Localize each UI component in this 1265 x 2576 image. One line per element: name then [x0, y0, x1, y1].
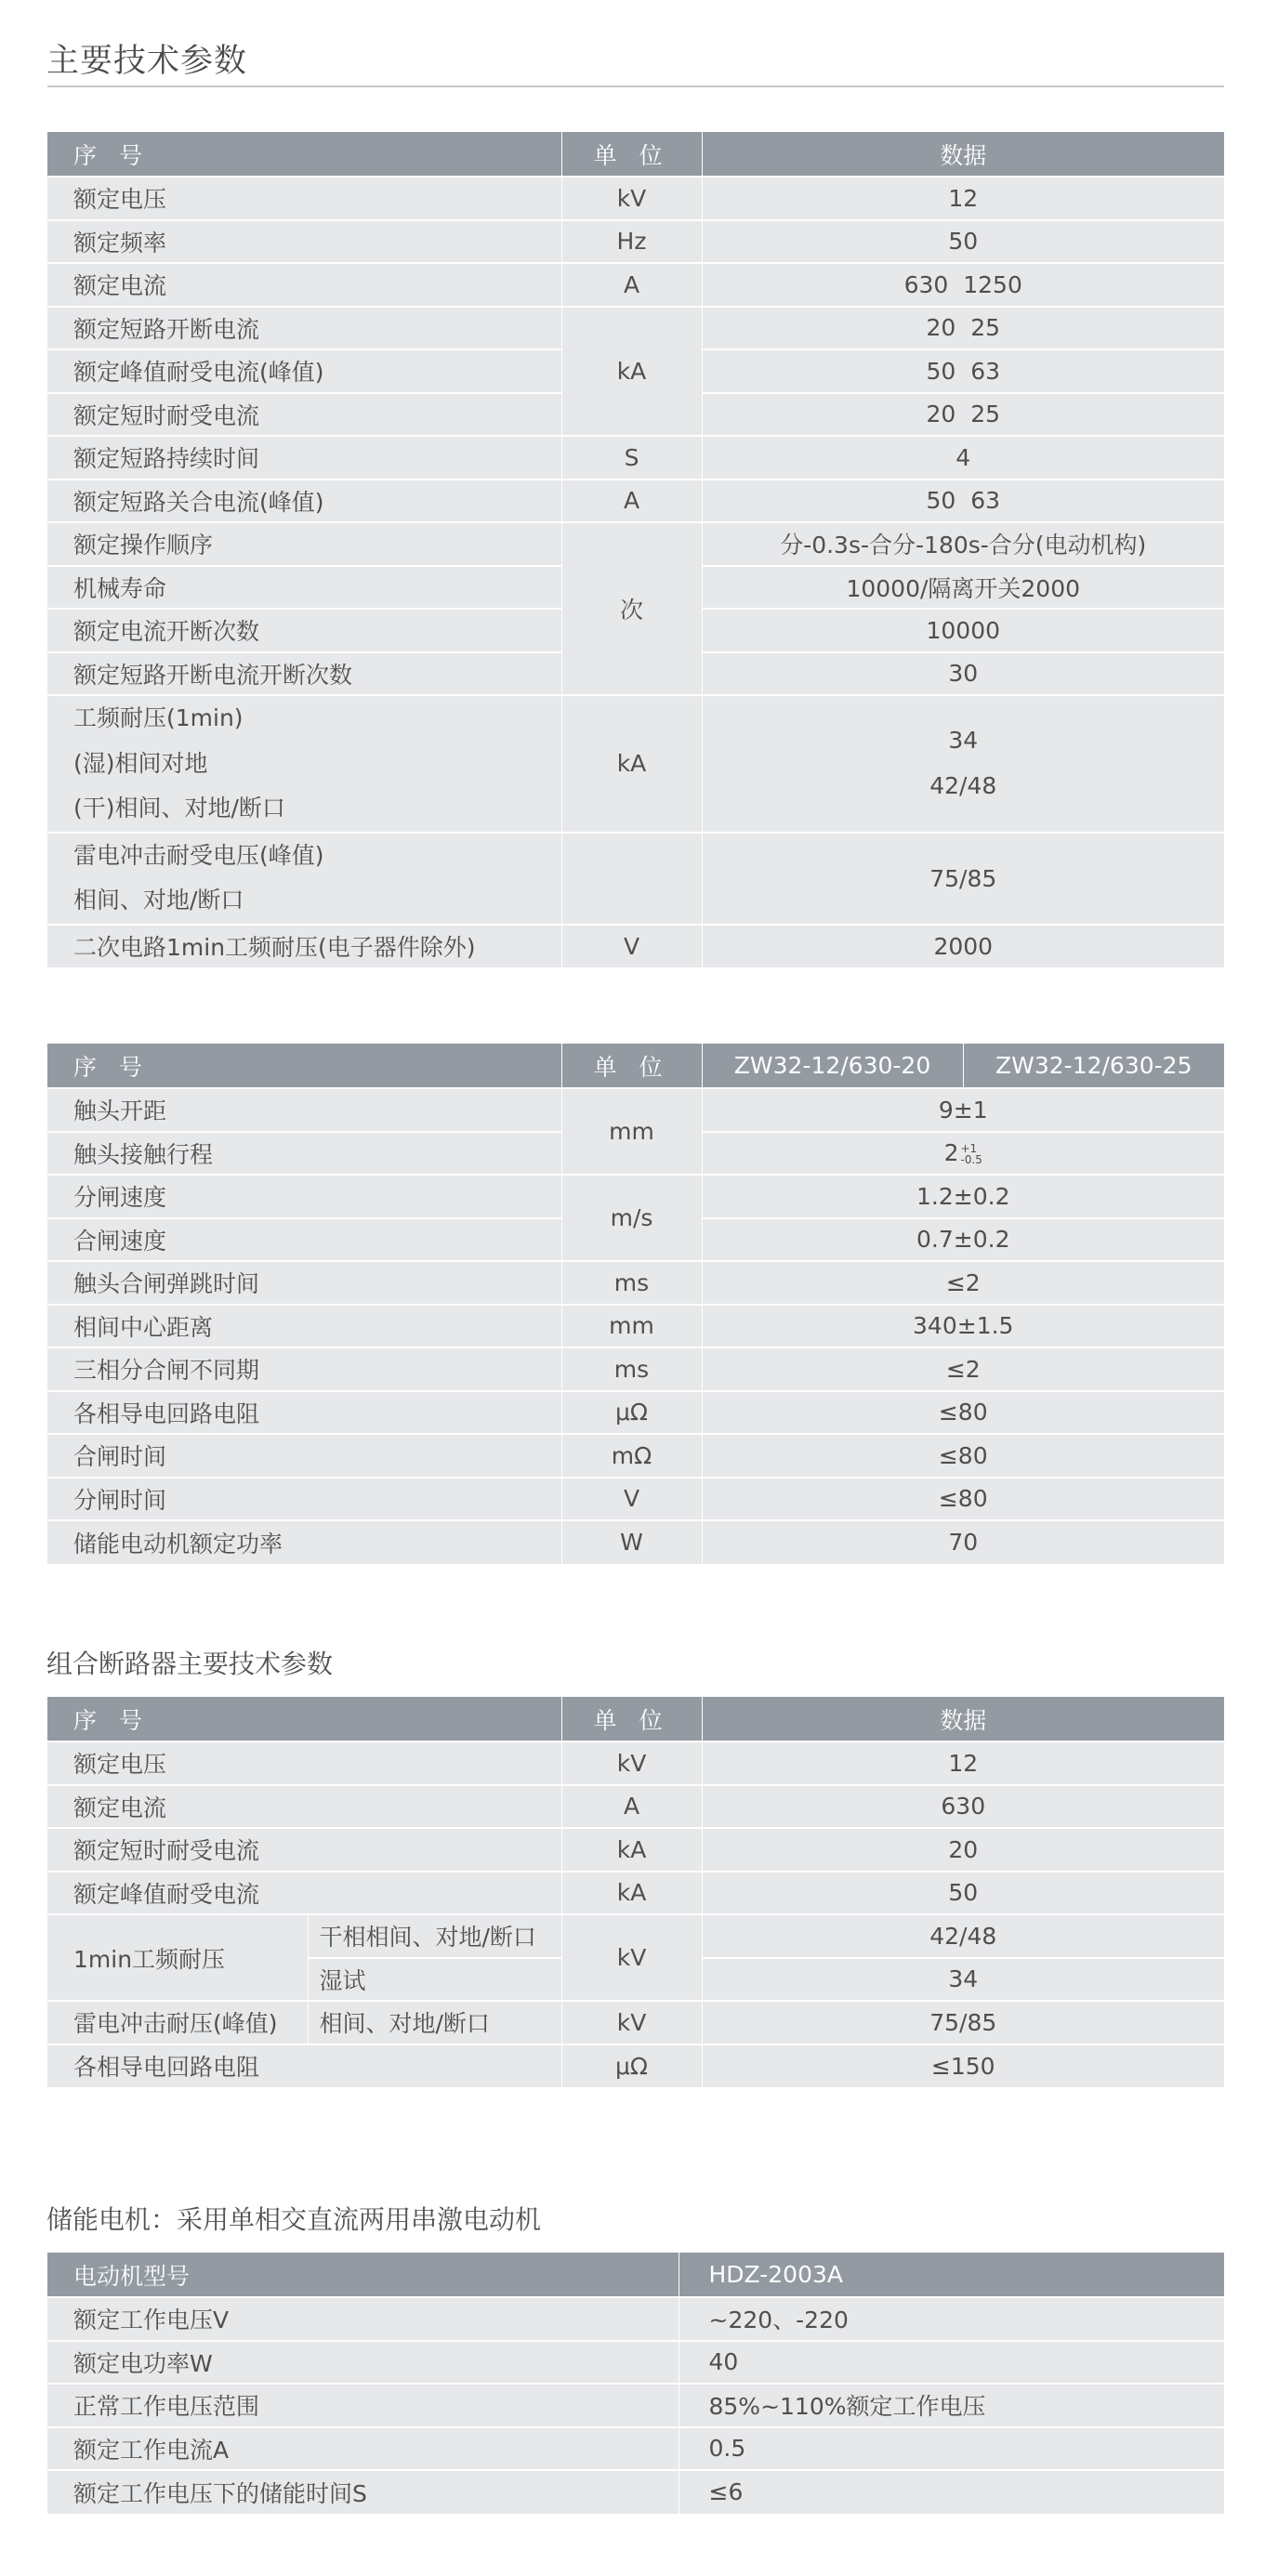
row-value: 20	[702, 1828, 1224, 1872]
row-value: 630 1250	[702, 263, 1224, 307]
row-unit	[561, 833, 702, 925]
row-unit: W	[561, 1520, 702, 1564]
table-header-row	[47, 132, 1224, 177]
table-row	[47, 2297, 1224, 2341]
row-unit: kA	[561, 695, 702, 833]
row-value: 12	[702, 1741, 1224, 1785]
row-unit: kA	[561, 1872, 702, 1915]
row-name: 额定峰值耐受电流(峰值)	[47, 349, 561, 393]
table-row	[47, 1175, 1224, 1218]
row-name: 额定电压	[47, 177, 561, 220]
table-row	[47, 925, 1224, 968]
row-unit: μΩ	[561, 2044, 702, 2088]
header-item: 序 号	[47, 1697, 561, 1741]
row-name: 二次电路1min工频耐压(电子器件除外)	[47, 925, 561, 968]
row-name: 储能电动机额定功率	[47, 1520, 561, 1564]
row-unit: mΩ	[561, 1434, 702, 1478]
row-value: 30	[702, 652, 1224, 696]
header-item: 序 号	[47, 132, 561, 177]
table-header-row	[47, 1697, 1224, 1741]
table-row	[47, 480, 1224, 523]
row-value: 0.7±0.2	[702, 1218, 1224, 1262]
table-row	[47, 307, 1224, 350]
row-name: 相间中心距离	[47, 1305, 561, 1348]
table-row	[47, 1741, 1224, 1785]
row-name: 各相导电回路电阻	[47, 2044, 561, 2088]
row-subitem: 干相相间、对地/断口	[308, 1914, 561, 1958]
row-value: 分-0.3s-合分-180s-合分(电动机构)	[702, 522, 1224, 566]
row-value: 50 63	[702, 349, 1224, 393]
row-value: ≤2	[702, 1347, 1224, 1391]
row-value: 630	[702, 1785, 1224, 1829]
table-row	[47, 177, 1224, 220]
table-row	[47, 1520, 1224, 1564]
table-row	[47, 2384, 1224, 2427]
table-row	[47, 1478, 1224, 1521]
row-value: 40	[679, 2341, 1224, 2385]
table-row	[47, 1305, 1224, 1348]
row-name: 触头合闸弹跳时间	[47, 1261, 561, 1305]
row-value: 20 25	[702, 393, 1224, 437]
row-label: 额定工作电压下的储能时间S	[47, 2470, 679, 2514]
row-name	[47, 695, 561, 833]
row-unit: μΩ	[561, 1391, 702, 1435]
header-motor-model-value: HDZ-2003A	[679, 2253, 1224, 2297]
row-name: 额定峰值耐受电流	[47, 1872, 561, 1915]
header-model-a: ZW32-12/630-20	[702, 1044, 963, 1088]
row-value: 50 63	[702, 480, 1224, 523]
row-value: 9±1	[702, 1088, 1224, 1132]
table-row	[47, 2001, 1224, 2044]
row-subitem: 相间、对地/断口	[308, 2001, 561, 2044]
row-unit: ms	[561, 1261, 702, 1305]
row-value: 12	[702, 177, 1224, 220]
row-value: 34	[702, 1958, 1224, 2002]
row-value: 1.2±0.2	[702, 1175, 1224, 1218]
row-unit: kV	[561, 177, 702, 220]
header-unit: 单 位	[561, 1044, 702, 1088]
row-name: 额定电流开断次数	[47, 609, 561, 652]
row-name: 额定短路关合电流(峰值)	[47, 480, 561, 523]
row-name-line: (干)相间、对地/断口	[73, 795, 285, 821]
row-value: 75/85	[702, 833, 1224, 925]
table-header-row	[47, 2253, 1224, 2297]
table-row	[47, 263, 1224, 307]
row-value: 4	[702, 436, 1224, 480]
table-row	[47, 695, 1224, 833]
motor-table	[47, 2253, 1224, 2514]
row-name: 额定短时耐受电流	[47, 1828, 561, 1872]
table-row	[47, 1391, 1224, 1435]
table-row	[47, 833, 1224, 925]
section-title-combined-breaker: 组合断路器主要技术参数	[46, 1649, 334, 1679]
table-header-row	[47, 1044, 1224, 1088]
row-value: ≤80	[702, 1391, 1224, 1435]
row-name: 合闸时间	[47, 1434, 561, 1478]
row-name: 额定操作顺序	[47, 522, 561, 566]
row-name: 额定电流	[47, 1785, 561, 1829]
header-model-b: ZW32-12/630-25	[963, 1044, 1224, 1088]
table-row	[47, 2341, 1224, 2385]
row-value: ≤6	[679, 2470, 1224, 2514]
row-unit: ms	[561, 1347, 702, 1391]
row-name: 额定频率	[47, 220, 561, 264]
row-value: 42/48	[702, 1914, 1224, 1958]
table-row	[47, 1872, 1224, 1915]
table-row	[47, 436, 1224, 480]
row-unit: kA	[561, 1828, 702, 1872]
row-name: 额定电压	[47, 1741, 561, 1785]
row-value-line: 42/48	[929, 771, 997, 799]
header-data: 数据	[702, 1697, 1224, 1741]
row-label: 正常工作电压范围	[47, 2384, 679, 2427]
row-value-line: 34	[948, 727, 979, 755]
row-unit: kV	[561, 1914, 702, 2001]
row-value: 10000/隔离开关2000	[702, 566, 1224, 610]
row-value: ≤150	[702, 2044, 1224, 2088]
row-unit: A	[561, 263, 702, 307]
row-name	[47, 833, 561, 925]
row-subitem: 湿试	[308, 1958, 561, 2002]
row-value: ~220、-220	[679, 2297, 1224, 2341]
row-unit: V	[561, 1478, 702, 1521]
table-row	[47, 2044, 1224, 2088]
header-data: 数据	[702, 132, 1224, 177]
row-unit: Hz	[561, 220, 702, 264]
header-unit: 单 位	[561, 1697, 702, 1741]
table-row	[47, 1261, 1224, 1305]
row-name: 三相分合闸不同期	[47, 1347, 561, 1391]
main-parameters-table	[47, 132, 1224, 967]
row-value: 50	[702, 1872, 1224, 1915]
header-item: 序 号	[47, 1044, 561, 1088]
title-divider	[47, 85, 1224, 87]
row-unit: 次	[561, 522, 702, 695]
row-value: ≤80	[702, 1434, 1224, 1478]
tolerance-minus: -0.5	[960, 1153, 982, 1167]
row-name: 1min工频耐压	[47, 1914, 308, 2001]
table-row	[47, 2470, 1224, 2514]
row-value	[702, 1132, 1224, 1176]
row-name-line: 雷电冲击耐受电压(峰值)	[73, 841, 324, 869]
row-value: 85%~110%额定工作电压	[679, 2384, 1224, 2427]
section-title-motor: 储能电机：采用单相交直流两用串激电动机	[46, 2204, 542, 2235]
table-row	[47, 220, 1224, 264]
row-name: 额定短路开断电流	[47, 307, 561, 350]
row-unit: A	[561, 1785, 702, 1829]
row-unit: mm	[561, 1088, 702, 1175]
row-unit: m/s	[561, 1175, 702, 1261]
row-unit: S	[561, 436, 702, 480]
table-row	[47, 1914, 1224, 1958]
table-row	[47, 2427, 1224, 2471]
row-name: 分闸速度	[47, 1175, 561, 1218]
row-unit: V	[561, 925, 702, 968]
row-value: 340±1.5	[702, 1305, 1224, 1348]
row-name: 额定短路持续时间	[47, 436, 561, 480]
row-label: 额定工作电流A	[47, 2427, 679, 2471]
table-row	[47, 1828, 1224, 1872]
row-name: 机械寿命	[47, 566, 561, 610]
tolerance-plus: +1	[960, 1142, 978, 1156]
model-parameters-table	[47, 1044, 1224, 1564]
row-name-line: (湿)相间对地	[73, 749, 208, 777]
row-unit: kV	[561, 1741, 702, 1785]
table-row	[47, 1785, 1224, 1829]
row-unit: A	[561, 480, 702, 523]
tolerance	[960, 1143, 982, 1165]
header-unit: 单 位	[561, 132, 702, 177]
row-value: 10000	[702, 609, 1224, 652]
row-name-line: 工频耐压(1min)	[73, 704, 244, 731]
row-value: 75/85	[702, 2001, 1224, 2044]
row-name: 额定短路开断电流开断次数	[47, 652, 561, 696]
row-unit: kV	[561, 2001, 702, 2044]
combined-breaker-table	[47, 1697, 1224, 2087]
row-name: 雷电冲击耐压(峰值)	[47, 2001, 308, 2044]
row-unit: mm	[561, 1305, 702, 1348]
row-name: 触头开距	[47, 1088, 561, 1132]
row-name: 合闸速度	[47, 1218, 561, 1262]
row-name: 额定短时耐受电流	[47, 393, 561, 437]
page-title: 主要技术参数	[46, 43, 248, 80]
row-name: 分闸时间	[47, 1478, 561, 1521]
row-value	[702, 695, 1224, 833]
table-row	[47, 522, 1224, 566]
row-label: 额定工作电压V	[47, 2297, 679, 2341]
row-name: 各相导电回路电阻	[47, 1391, 561, 1435]
value-base: 2	[943, 1139, 959, 1167]
row-value: ≤2	[702, 1261, 1224, 1305]
table-row	[47, 1347, 1224, 1391]
row-label: 额定电功率W	[47, 2341, 679, 2385]
row-value: ≤80	[702, 1478, 1224, 1521]
row-value: 20 25	[702, 307, 1224, 350]
row-name: 触头接触行程	[47, 1132, 561, 1176]
header-motor-model-label: 电动机型号	[47, 2253, 679, 2297]
row-value: 70	[702, 1520, 1224, 1564]
row-name-line: 相间、对地/断口	[73, 887, 244, 913]
row-value: 2000	[702, 925, 1224, 968]
row-value: 0.5	[679, 2427, 1224, 2471]
row-name: 额定电流	[47, 263, 561, 307]
table-row	[47, 1434, 1224, 1478]
row-value: 50	[702, 220, 1224, 264]
row-unit: kA	[561, 307, 702, 437]
table-row	[47, 1088, 1224, 1132]
